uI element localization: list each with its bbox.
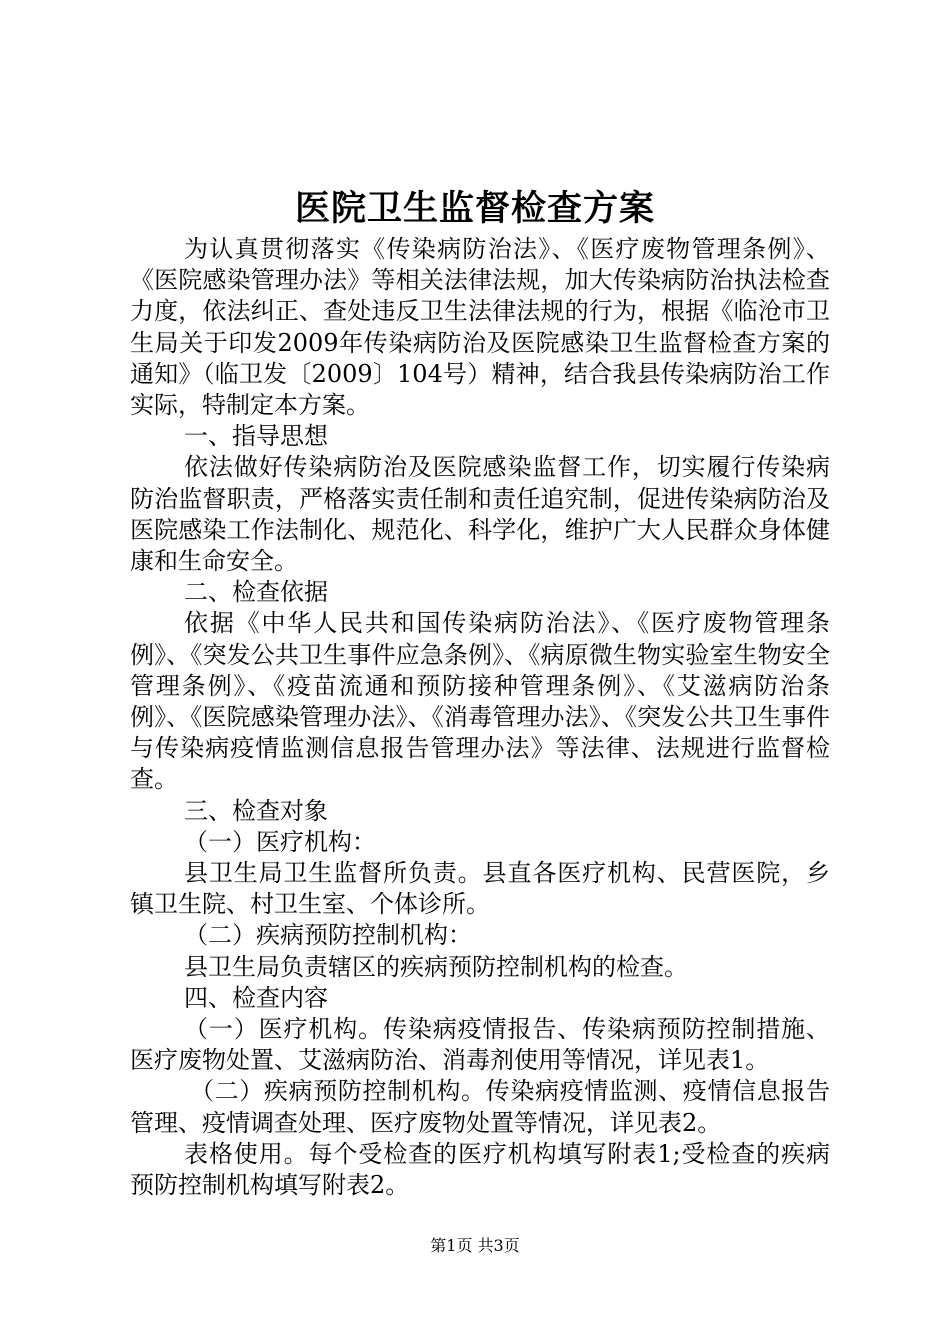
guiding-ideology-paragraph: 依法做好传染病防治及医院感染监督工作，切实履行传染病防治监督职责，严格落实责任制和责任追究制，促进传染病防治及医院感染工作法制化、规范化、科学化，维护广大人民群众身体健康和生命安全。 xyxy=(130,453,830,576)
page-footer: 第1页 共3页 xyxy=(430,1236,520,1255)
inspection-basis-paragraph: 依据《中华人民共和国传染病防治法》、《医疗废物管理条例》、《突发公共卫生事件应急条例》、《病原微生物实验室生物安全管理条例》、《疫苗流通和预防接种管理条例》、《艾滋病防治条例》、《医院感染管理办法》、《消毒管理办法》、《突发公共卫生事件与传染病疫情监测信息报告管理办法》等法律、法规进行监督检查。 xyxy=(130,609,830,794)
content-medical-institutions-paragraph: （一）医疗机构。传染病疫情报告、传染病预防控制措施、医疗废物处置、艾滋病防治、消毒剂使用等情况，详见表1。 xyxy=(130,1015,830,1075)
content-disease-control-paragraph: （二）疾病预防控制机构。传染病疫情监测、疫情信息报告管理、疫情调查处理、医疗废物处置等情况，详见表2。 xyxy=(130,1077,830,1137)
disease-control-paragraph: 县卫生局负责辖区的疾病预防控制机构的检查。 xyxy=(184,952,688,981)
subheading-medical-institutions: （一）医疗机构： xyxy=(184,827,376,856)
intro-paragraph: 为认真贯彻落实《传染病防治法》、《医疗废物管理条例》、《医院感染管理办法》等相关法律法规，加大传染病防治执法检查力度，依法纠正、查处违反卫生法律法规的行为，根据《临沧市卫生局关于印发2009年传染病防治及医院感染卫生监督检查方案的通知》（临卫发〔2009〕104号）精神，结合我县传染病防治工作实际，特制定本方案。 xyxy=(130,235,830,420)
document-title: 医院卫生监督检查方案 xyxy=(294,188,655,229)
medical-institutions-paragraph: 县卫生局卫生监督所负责。县直各医疗机构、民营医院，乡镇卫生院、村卫生室、个体诊所。 xyxy=(130,859,830,919)
section-heading-inspection-basis: 二、检查依据 xyxy=(184,578,328,607)
document-body xyxy=(130,234,830,1201)
section-heading-inspection-content: 四、检查内容 xyxy=(184,983,328,1012)
section-heading-inspection-targets: 三、检查对象 xyxy=(184,796,328,825)
section-heading-guiding-ideology: 一、指导思想 xyxy=(184,422,328,451)
table-usage-paragraph: 表格使用。每个受检查的医疗机构填写附表1;受检查的疾病预防控制机构填写附表2。 xyxy=(130,1139,830,1200)
subheading-disease-control: （二）疾病预防控制机构： xyxy=(184,921,472,950)
